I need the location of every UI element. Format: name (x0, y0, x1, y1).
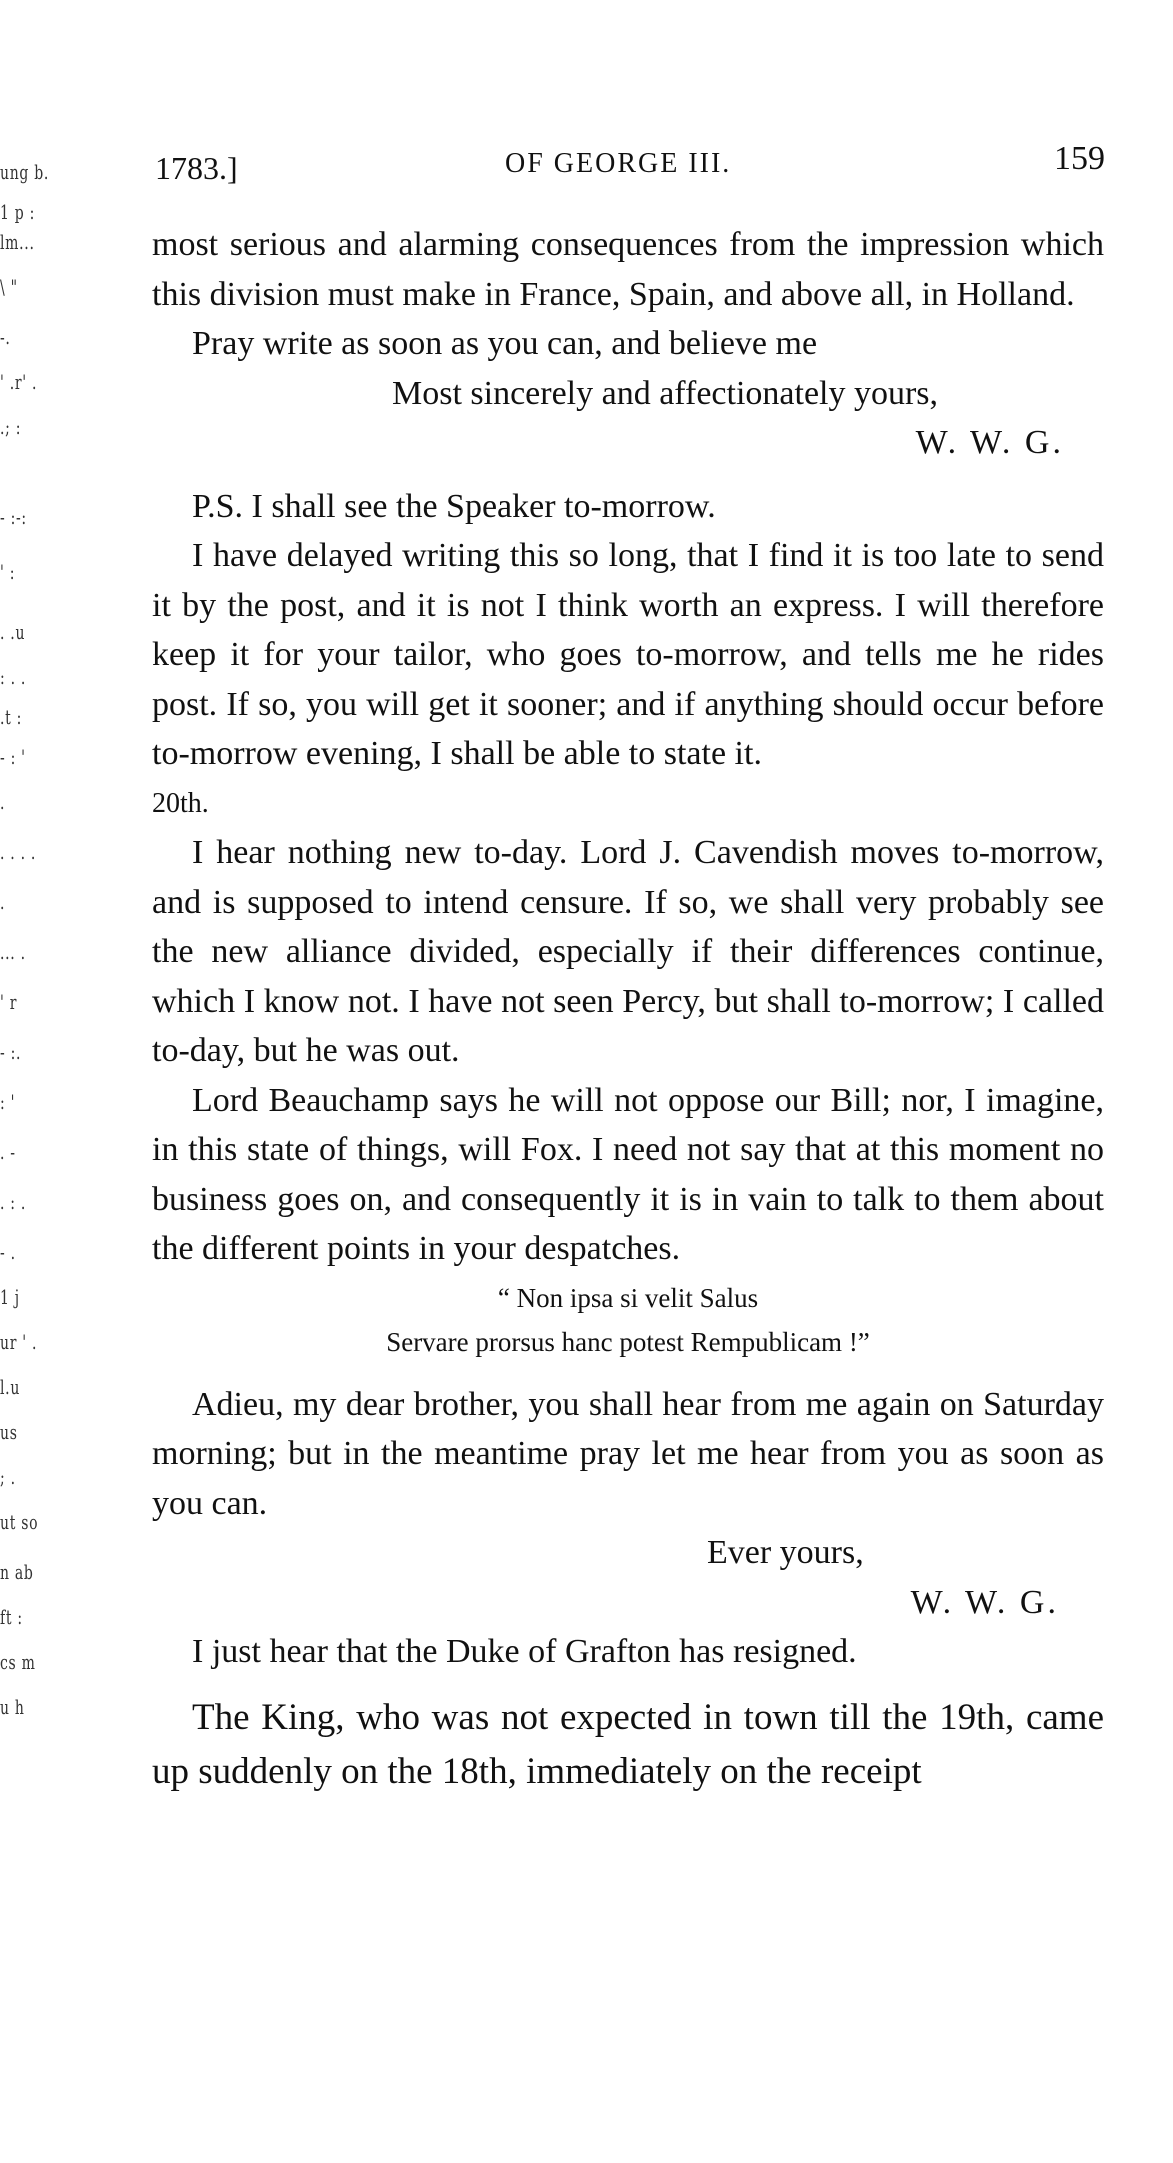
gutter-fragment: . (0, 790, 6, 814)
gutter-fragment: cs m (0, 1650, 36, 1674)
gutter-fragment: - . (0, 1240, 16, 1264)
quote-line: “ Non ipsa si velit Salus (497, 1282, 759, 1313)
paragraph: Lord Beauchamp says he will not oppose our Bill; nor, I imagine, in this state of things, will Fox. I need not say that at this moment no business goes on, and consequently it is in vain to talk to them about the different points in your despatches. (152, 1081, 1104, 1267)
gutter-fragment: . (0, 890, 6, 914)
gutter-fragment: - :-: (0, 505, 27, 529)
gutter-fragment: -. (0, 325, 11, 349)
gutter-fragment: 1 j (0, 1285, 20, 1309)
header-title: OF GEORGE III. (505, 148, 732, 179)
gutter-fragment: ur ' . (0, 1330, 38, 1354)
latin-quotation (152, 1276, 1104, 1364)
gutter-fragment: ut so (0, 1510, 39, 1534)
quote-line: Servare prorsus hanc potest Rempublicam !” (386, 1326, 870, 1357)
running-header (155, 140, 1105, 190)
postscript: P.S. I shall see the Speaker to-morrow. (192, 487, 716, 525)
gutter-fragment: ' : (0, 560, 16, 584)
gutter-fragment: . - (0, 1140, 16, 1164)
paragraph: I have delayed writing this so long, that I find it is too late to send it by the post, and it is not I think worth an express. I will therefore keep it for your tailor, who goes to-morrow, and tells me he rides post. If so, you will get it sooner; and if anything should occur before to-morrow evening, I shall be able to state it. (152, 537, 1104, 772)
facing-page-gutter (0, 160, 80, 2000)
gutter-fragment: : . . (0, 665, 27, 689)
narrative-paragraph: The King, who was not expected in town till the 19th, came up suddenly on the 18th, immediately on the receipt (152, 1696, 1104, 1792)
valediction: Most sincerely and affectionately yours, (392, 374, 939, 412)
gutter-fragment: - : ' (0, 745, 26, 769)
paragraph: I hear nothing new to-day. Lord J. Cavendish moves to-morrow, and is supposed to intend censure. If so, we shall very probably see the new alliance divided, especially if their differences continue, which I know not. I have not seen Percy, but shall to-morrow; I called to-day, but he was out. (152, 834, 1104, 1069)
gutter-fragment: us (0, 1420, 18, 1444)
gutter-fragment: ung b. (0, 160, 50, 184)
gutter-fragment: ' .r' . (0, 370, 38, 394)
valediction: Ever yours, (707, 1534, 864, 1571)
gutter-fragment: ... . (0, 940, 26, 964)
gutter-fragment: n ab (0, 1560, 34, 1584)
gutter-fragment: ' r (0, 990, 18, 1014)
postscript: I just hear that the Duke of Grafton has resigned. (192, 1633, 857, 1670)
paragraph: most serious and alarming consequences from the impression which this division must make in France, Spain, and above all, in Holland. (152, 226, 1104, 313)
gutter-fragment: l.u (0, 1375, 21, 1399)
gutter-fragment: 1 p : (0, 200, 35, 224)
gutter-fragment: ft : (0, 1605, 23, 1629)
signature: W. W. G. (910, 1583, 1059, 1621)
gutter-fragment: u h (0, 1695, 25, 1719)
paragraph: Adieu, my dear brother, you shall hear from me again on Saturday morning; but in the meantime pray let me hear from you as soon as you can. (152, 1385, 1104, 1522)
gutter-fragment: .; : (0, 415, 22, 439)
gutter-fragment: \ " (0, 275, 18, 299)
spacer (152, 468, 1104, 482)
gutter-fragment: lm... (0, 230, 35, 254)
gutter-fragment: : ' (0, 1090, 16, 1114)
gutter-fragment: .t : (0, 705, 23, 729)
gutter-fragment: . . . . (0, 840, 37, 864)
gutter-fragment: - :. (0, 1040, 22, 1064)
gutter-fragment: . .u (0, 620, 26, 644)
gutter-fragment: . : . (0, 1190, 27, 1214)
paragraph: Pray write as soon as you can, and believe me (192, 325, 818, 362)
header-year: 1783.] (155, 150, 238, 186)
date-heading: 20th. (152, 787, 209, 819)
gutter-fragment: ; . (0, 1465, 16, 1489)
signature: W. W. G. (915, 424, 1064, 461)
letter-body (152, 220, 1104, 1799)
page-number: 159 (1054, 140, 1105, 177)
